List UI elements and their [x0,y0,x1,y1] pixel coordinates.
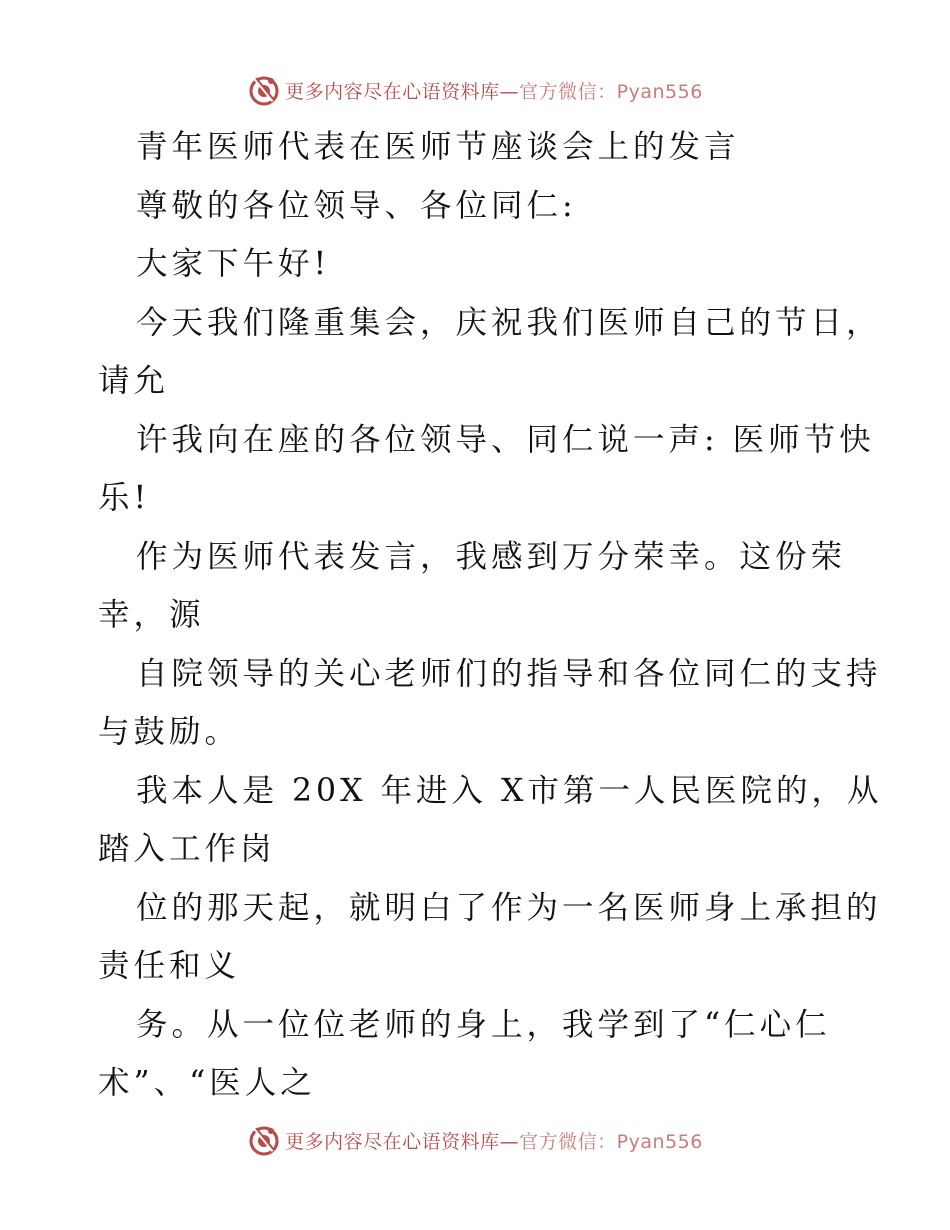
text-line: 务。从一位位老师的身上，我学到了“仁心仁 [136,1006,831,1043]
text-line: 作为医师代表发言，我感到万分荣幸。这份荣 [136,538,847,575]
text-line: 乐! [98,480,151,516]
library-logo-icon [247,1123,281,1157]
banner-text: 更多内容尽在心语资料库—官方微信：Pyan556 [285,80,703,103]
salutation: 尊敬的各位领导、各位同仁: [136,187,577,224]
text-line: 位的那天起，就明白了作为一名医师身上承担的 [136,889,882,926]
document-body [98,118,883,1113]
text-line: 我本人是 20X 年进入 X市第一人民医院的，从 [136,772,883,809]
greeting: 大家下午好! [136,246,331,282]
text-line: 术”、“医人之 [98,1065,316,1101]
footer-banner [0,1120,950,1160]
header-banner [0,70,950,110]
document-title: 青年医师代表在医师节座谈会上的发言 [136,129,740,165]
text-line: 许我向在座的各位领导、同仁说一声: 医师节快 [136,421,875,458]
library-logo-icon [247,73,281,107]
text-line: 今天我们隆重集会，庆祝我们医师自己的节日， [136,304,882,341]
text-line: 请允 [98,363,170,399]
text-line: 自院领导的关心老师们的指导和各位同仁的支持 [136,655,882,692]
text-line: 与鼓励。 [98,714,241,750]
text-line: 踏入工作岗 [98,831,276,867]
text-line: 责任和义 [98,948,241,984]
banner-text: 更多内容尽在心语资料库—官方微信：Pyan556 [285,1130,703,1153]
text-line: 幸，源 [98,597,205,633]
